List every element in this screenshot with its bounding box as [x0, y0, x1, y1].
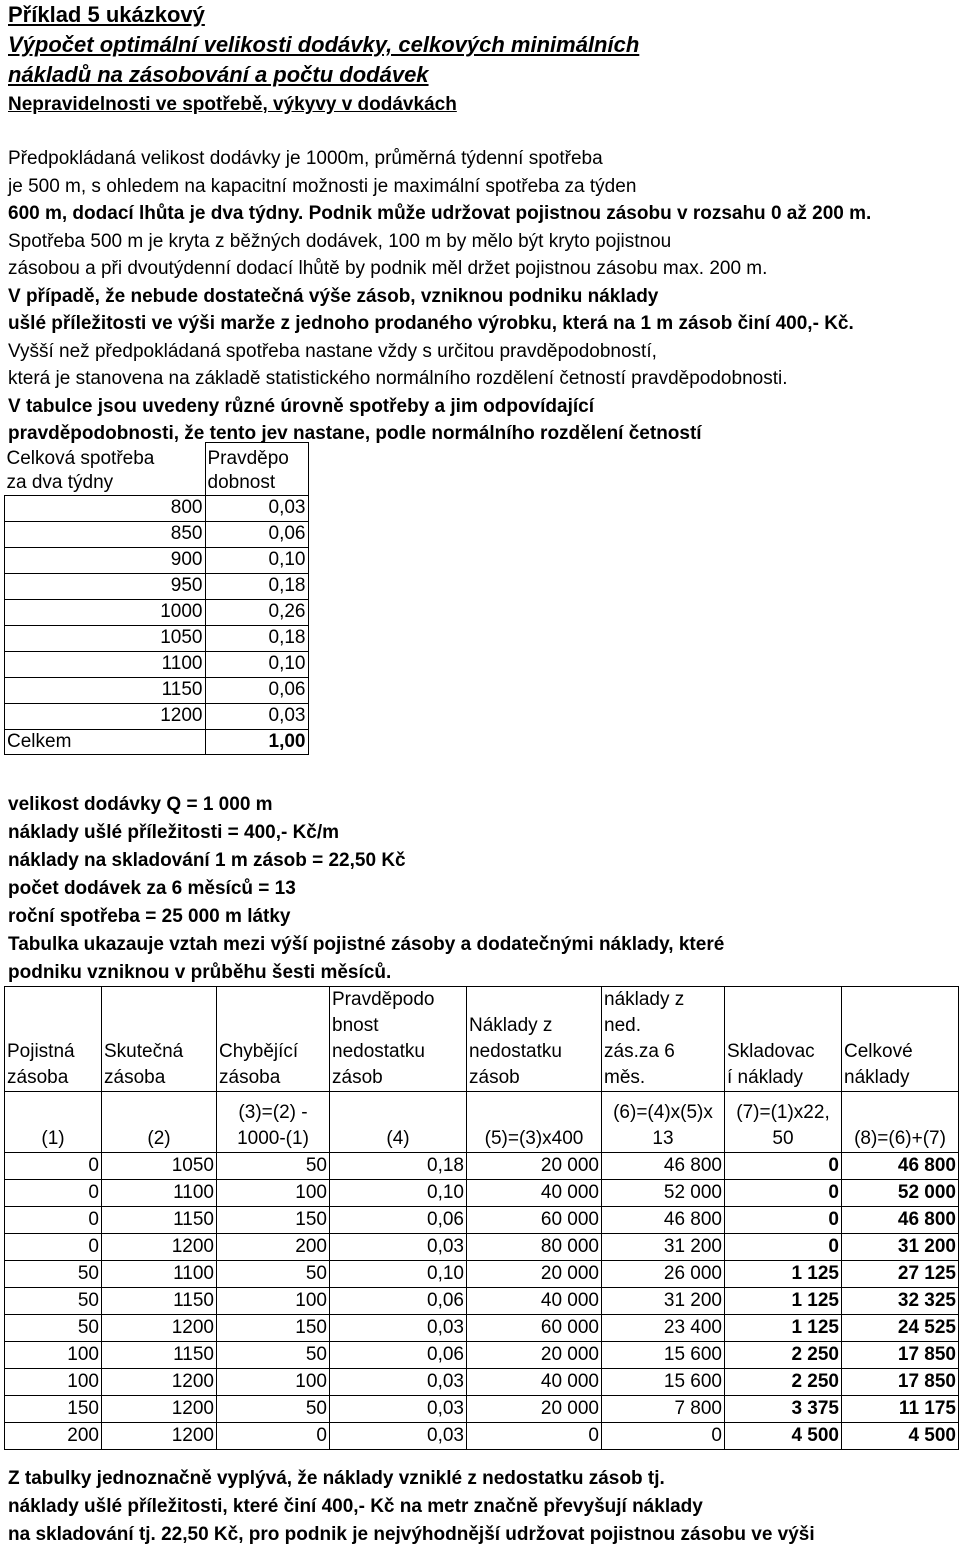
t1-cell-probability: 0,10 — [205, 547, 308, 573]
t2-cell: 31 200 — [602, 1288, 725, 1315]
table-row — [5, 1315, 959, 1342]
t1-cell-consumption: 1100 — [5, 651, 206, 677]
t2-cell: 100 — [5, 1369, 102, 1396]
t2-cell: 17 850 — [842, 1342, 959, 1369]
t2-cell: 60 000 — [467, 1315, 602, 1342]
t2-cell: 1200 — [102, 1423, 217, 1450]
t1-cell-consumption: 800 — [5, 495, 206, 521]
intro-line: Spotřeba 500 m je kryta z běžných dodávek, 100 m by mělo být kryto pojistnou — [8, 230, 672, 252]
intro-line: Předpokládaná velikost dodávky je 1000m, průměrná týdenní spotřeba — [8, 148, 603, 169]
t2-cell: 1200 — [102, 1234, 217, 1261]
t2-cell: 1 125 — [725, 1261, 842, 1288]
t2-cell: 50 — [217, 1396, 330, 1423]
t2-cell: 0 — [5, 1180, 102, 1207]
intro-line: která je stanovena na základě statistického normálního rozdělení četností pravděpodobnosti. — [8, 368, 788, 389]
t2-cell: 1050 — [102, 1153, 217, 1180]
t2-cell: 0 — [467, 1423, 602, 1450]
t2-cell: 1 125 — [725, 1288, 842, 1315]
t2-cell: 0 — [5, 1207, 102, 1234]
t2-cell: 31 200 — [602, 1234, 725, 1261]
t2-cell: 200 — [217, 1234, 330, 1261]
t1-cell-probability: 0,03 — [205, 703, 308, 729]
t2-cell: 0 — [725, 1234, 842, 1261]
t2-cell: 50 — [5, 1261, 102, 1288]
t2-cell: 46 800 — [842, 1153, 959, 1180]
t1-cell-consumption: 900 — [5, 547, 206, 573]
t1-cell-probability: 0,03 — [205, 495, 308, 521]
t2-formula-col-1: (1) — [5, 1092, 102, 1153]
t2-cell: 1200 — [102, 1396, 217, 1423]
t2-cell: 46 800 — [842, 1207, 959, 1234]
t2-cell: 17 850 — [842, 1369, 959, 1396]
t2-header-col-6: náklady z ned. zás.za 6 měs. — [602, 987, 725, 1092]
t2-cell: 150 — [5, 1396, 102, 1423]
conclusion-line: na skladování tj. 22,50 Kč, pro podnik je nejvýhodnější udržovat pojistnou zásobu ve výši — [8, 1524, 815, 1545]
t2-cell: 150 — [217, 1207, 330, 1234]
t2-cell: 27 125 — [842, 1261, 959, 1288]
t1-cell-consumption: 1150 — [5, 677, 206, 703]
table-row — [5, 651, 309, 677]
t2-cell: 26 000 — [602, 1261, 725, 1288]
t2-cell: 0,03 — [330, 1423, 467, 1450]
t1-cell-probability: 0,18 — [205, 573, 308, 599]
t2-cell: 15 600 — [602, 1369, 725, 1396]
t2-header-col-1: Pojistná zásoba — [5, 987, 102, 1092]
conclusion-line: náklady ušlé příležitosti, které činí 400,- Kč na metr značně převyšují náklady — [8, 1496, 703, 1517]
t2-cell: 50 — [217, 1342, 330, 1369]
parameter-line: podniku vzniknou v průběhu šesti měsíců. — [8, 962, 392, 983]
table-row — [5, 573, 309, 599]
t2-cell: 1150 — [102, 1288, 217, 1315]
consumption-probability-table — [4, 442, 309, 755]
t2-cell: 100 — [5, 1342, 102, 1369]
t2-cell: 0,18 — [330, 1153, 467, 1180]
t2-cell: 46 800 — [602, 1207, 725, 1234]
subtitle-line-3: Nepravidelnosti ve spotřebě, výkyvy v dodávkách — [8, 94, 457, 115]
parameter-line: náklady na skladování 1 m zásob = 22,50 Kč — [8, 850, 406, 871]
t2-header-col-7: Skladovac í náklady — [725, 987, 842, 1092]
t2-cell: 52 000 — [602, 1180, 725, 1207]
table-row — [5, 1288, 959, 1315]
t2-cell: 0,06 — [330, 1342, 467, 1369]
t2-header-col-2: Skutečná zásoba — [102, 987, 217, 1092]
t2-cell: 1150 — [102, 1342, 217, 1369]
t2-cell: 20 000 — [467, 1342, 602, 1369]
table-row — [5, 1180, 959, 1207]
t2-cell: 1200 — [102, 1315, 217, 1342]
t2-cell: 11 175 — [842, 1396, 959, 1423]
t2-cell: 60 000 — [467, 1207, 602, 1234]
t1-cell-consumption: 1000 — [5, 599, 206, 625]
t1-cell-consumption: 1050 — [5, 625, 206, 651]
table-row — [5, 1423, 959, 1450]
t2-cell: 80 000 — [467, 1234, 602, 1261]
t2-cell: 0 — [5, 1153, 102, 1180]
t2-cell: 40 000 — [467, 1180, 602, 1207]
intro-line: zásobou a při dvoutýdenní dodací lhůtě by podnik měl držet pojistnou zásobu max. 200 m. — [8, 258, 768, 279]
t2-cell: 0 — [725, 1180, 842, 1207]
intro-line: pravděpodobnosti, že tento jev nastane, podle normálního rozdělení četností — [8, 423, 702, 444]
intro-line: ušlé příležitosti ve výši marže z jednoho prodaného výrobku, která na 1 m zásob činí 400,- Kč. — [8, 313, 854, 334]
t2-header-col-3: Chybějící zásoba — [217, 987, 330, 1092]
t1-cell-probability: 0,06 — [205, 677, 308, 703]
t2-cell: 1200 — [102, 1369, 217, 1396]
t1-cell-probability: 0,06 — [205, 521, 308, 547]
t1-cell-consumption: 950 — [5, 573, 206, 599]
t2-cell: 20 000 — [467, 1261, 602, 1288]
t2-cell: 0,06 — [330, 1288, 467, 1315]
subtitle-line-2: nákladů na zásobování a počtu dodávek — [8, 62, 429, 87]
t2-cell: 2 250 — [725, 1369, 842, 1396]
parameter-line: náklady ušlé příležitosti = 400,- Kč/m — [8, 822, 340, 843]
t2-header-col-8: Celkové náklady — [842, 987, 959, 1092]
intro-line: 600 m, dodací lhůta je dva týdny. Podnik může udržovat pojistnou zásobu v rozsahu 0 až 200 m. — [8, 203, 872, 224]
table-row — [5, 1396, 959, 1423]
t2-formula-col-3: (3)=(2) - 1000-(1) — [217, 1092, 330, 1153]
table-row — [5, 677, 309, 703]
table-row — [5, 521, 309, 547]
intro-line: V případě, že nebude dostatečná výše zásob, vzniknou podniku náklady — [8, 285, 659, 307]
t2-cell: 50 — [217, 1153, 330, 1180]
parameter-line: počet dodávek za 6 měsíců = 13 — [8, 878, 296, 899]
t2-cell: 0 — [5, 1234, 102, 1261]
t2-formula-col-8: (8)=(6)+(7) — [842, 1092, 959, 1153]
conclusion-line: Z tabulky jednoznačně vyplývá, že náklady vzniklé z nedostatku zásob tj. — [8, 1468, 665, 1489]
t2-cell: 0,10 — [330, 1261, 467, 1288]
t2-cell: 20 000 — [467, 1153, 602, 1180]
t2-cell: 1150 — [102, 1207, 217, 1234]
parameter-line: roční spotřeba = 25 000 m látky — [8, 906, 291, 927]
t2-cell: 31 200 — [842, 1234, 959, 1261]
t1-total-label: Celkem — [5, 729, 206, 754]
table-row — [5, 1234, 959, 1261]
t2-cell: 50 — [5, 1288, 102, 1315]
parameter-line: Tabulka ukazauje vztah mezi výší pojistné zásoby a dodatečnými náklady, které — [8, 934, 725, 955]
t2-cell: 0,06 — [330, 1207, 467, 1234]
t2-cell: 40 000 — [467, 1288, 602, 1315]
t2-cell: 1100 — [102, 1180, 217, 1207]
t2-formula-col-2: (2) — [102, 1092, 217, 1153]
t2-formula-col-4: (4) — [330, 1092, 467, 1153]
t2-cell: 0 — [725, 1153, 842, 1180]
t2-cell: 15 600 — [602, 1342, 725, 1369]
t2-cell: 0,03 — [330, 1234, 467, 1261]
table-row — [5, 1261, 959, 1288]
t2-cell: 150 — [217, 1315, 330, 1342]
t2-cell: 0,03 — [330, 1396, 467, 1423]
table-row — [5, 1153, 959, 1180]
t2-formula-col-7: (7)=(1)x22, 50 — [725, 1092, 842, 1153]
t2-cell: 0,10 — [330, 1180, 467, 1207]
table-row — [5, 547, 309, 573]
t2-cell: 23 400 — [602, 1315, 725, 1342]
table-row — [5, 703, 309, 729]
t2-cell: 32 325 — [842, 1288, 959, 1315]
table-row — [5, 1207, 959, 1234]
t2-cell: 1100 — [102, 1261, 217, 1288]
t2-formula-col-6: (6)=(4)x(5)x 13 — [602, 1092, 725, 1153]
t2-cell: 50 — [5, 1315, 102, 1342]
t2-cell: 0,03 — [330, 1315, 467, 1342]
parameter-line: velikost dodávky Q = 1 000 m — [8, 794, 273, 815]
subtitle-line-1: Výpočet optimální velikosti dodávky, celkových minimálních — [8, 32, 640, 57]
t2-cell: 2 250 — [725, 1342, 842, 1369]
t2-cell: 0 — [602, 1423, 725, 1450]
t2-header-col-5: Náklady z nedostatku zásob — [467, 987, 602, 1092]
t2-cell: 4 500 — [725, 1423, 842, 1450]
t2-cell: 0,03 — [330, 1369, 467, 1396]
table-row — [5, 495, 309, 521]
t1-cell-consumption: 1200 — [5, 703, 206, 729]
t1-cell-consumption: 850 — [5, 521, 206, 547]
t2-cell: 100 — [217, 1180, 330, 1207]
t2-formula-col-5: (5)=(3)x400 — [467, 1092, 602, 1153]
t2-cell: 20 000 — [467, 1396, 602, 1423]
t1-cell-probability: 0,18 — [205, 625, 308, 651]
t2-header-col-4: Pravděpodo bnost nedostatku zásob — [330, 987, 467, 1092]
t2-cell: 100 — [217, 1288, 330, 1315]
t2-cell: 24 525 — [842, 1315, 959, 1342]
page-title: Příklad 5 ukázkový — [8, 2, 205, 27]
t2-cell: 0 — [725, 1207, 842, 1234]
t2-cell: 7 800 — [602, 1396, 725, 1423]
safety-stock-cost-table — [4, 986, 959, 1450]
t2-cell: 200 — [5, 1423, 102, 1450]
intro-line: Vyšší než předpokládaná spotřeba nastane vždy s určitou pravděpodobností, — [8, 340, 657, 362]
t2-cell: 100 — [217, 1369, 330, 1396]
table-row — [5, 599, 309, 625]
table-row — [5, 1369, 959, 1396]
t2-cell: 50 — [217, 1261, 330, 1288]
table-row — [5, 1342, 959, 1369]
intro-line: V tabulce jsou uvedeny různé úrovně spotřeby a jim odpovídající — [8, 395, 594, 417]
t1-cell-probability: 0,10 — [205, 651, 308, 677]
t1-cell-probability: 0,26 — [205, 599, 308, 625]
t2-cell: 4 500 — [842, 1423, 959, 1450]
t2-cell: 1 125 — [725, 1315, 842, 1342]
t2-cell: 3 375 — [725, 1396, 842, 1423]
t2-cell: 52 000 — [842, 1180, 959, 1207]
table-row — [5, 625, 309, 651]
t1-total-value: 1,00 — [205, 729, 308, 754]
t2-cell: 0 — [217, 1423, 330, 1450]
intro-line: je 500 m, s ohledem na kapacitní možnosti je maximální spotřeba za týden — [8, 175, 637, 197]
t2-cell: 40 000 — [467, 1369, 602, 1396]
t1-header-consumption: Celková spotřeba za dva týdny — [5, 443, 206, 496]
t2-cell: 46 800 — [602, 1153, 725, 1180]
t1-header-probability: Pravděpo dobnost — [205, 443, 308, 496]
